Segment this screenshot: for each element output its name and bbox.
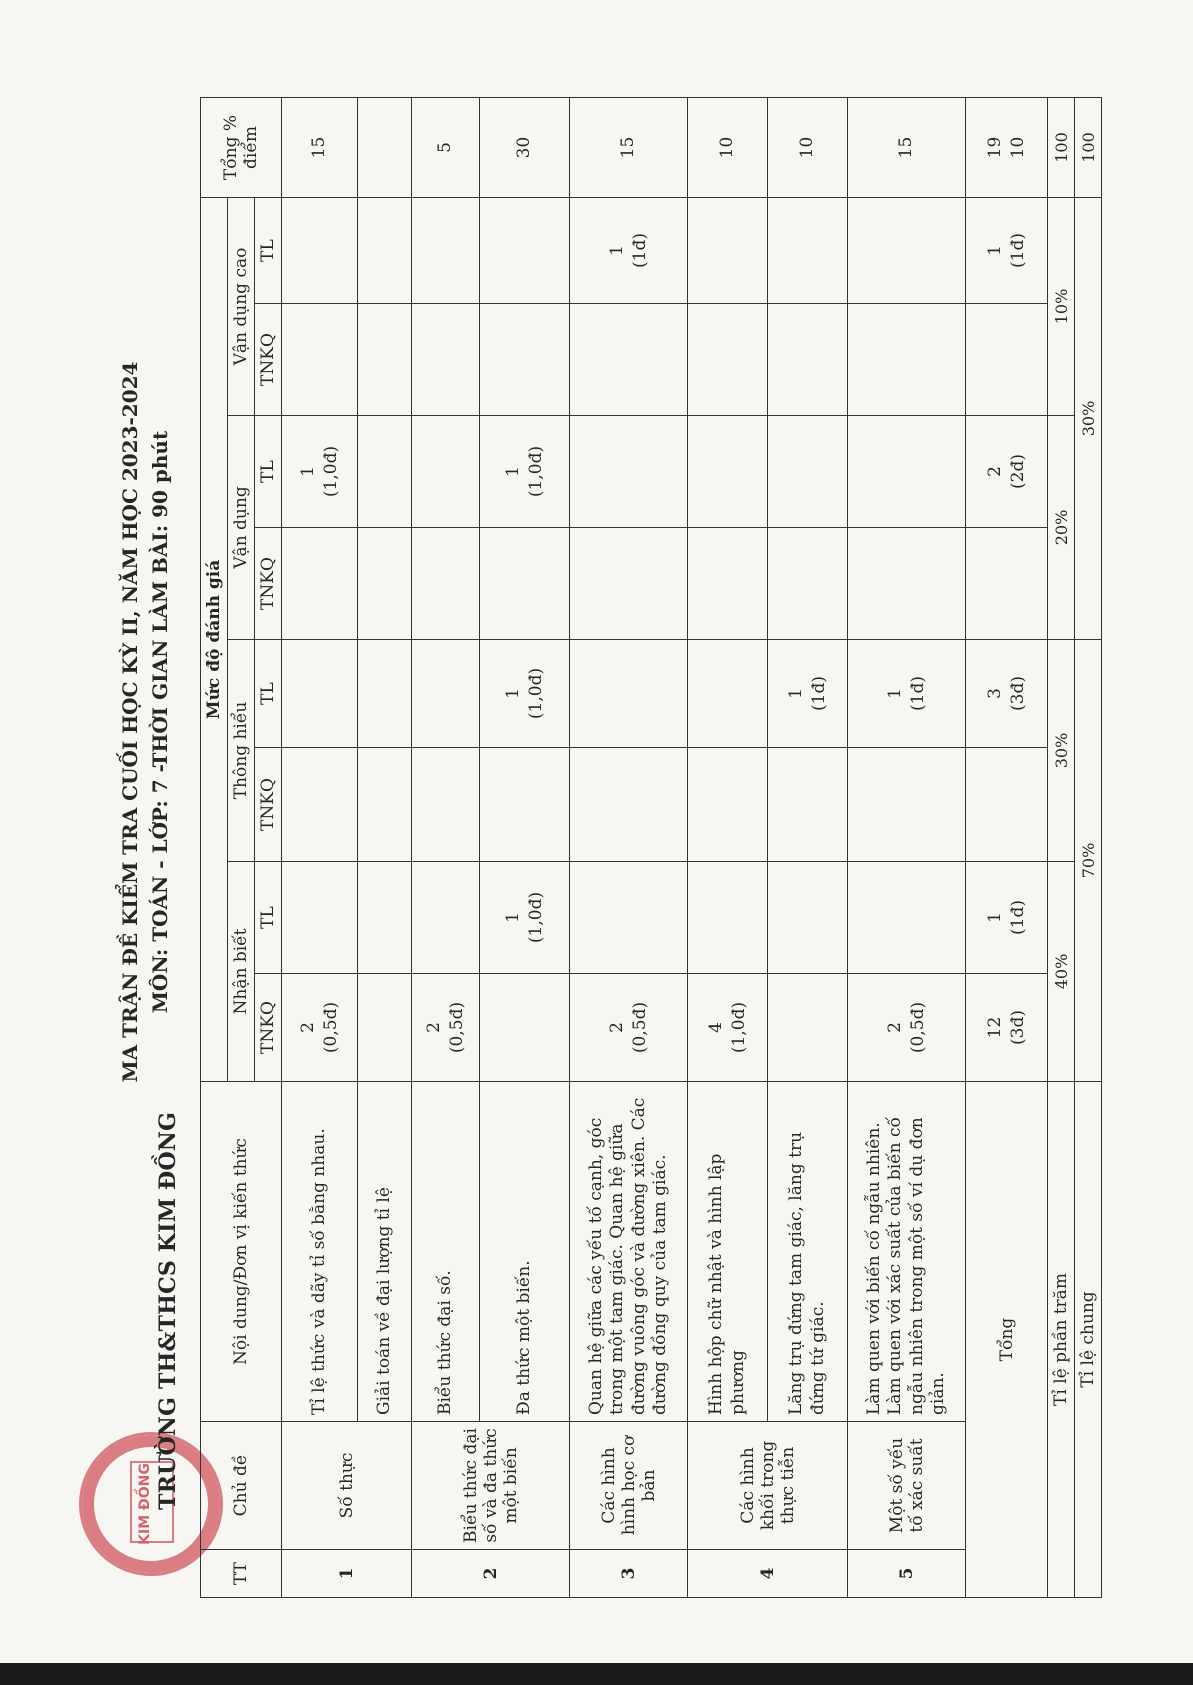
cell-unit: Quan hệ giữa các yếu tố cạnh, góc trong một tam giác. Quan hệ giữa đường vuông góc và đường xiên. Các đường đồng quy của tam giác.	[570, 1082, 688, 1422]
cell-tt: 3	[570, 1550, 688, 1598]
table-row	[358, 98, 412, 1598]
cell-vdc-tl	[480, 198, 570, 304]
cell-nb-tnkq	[768, 974, 848, 1082]
cell-total: 15	[570, 98, 688, 198]
percent-vd: 20%	[1048, 416, 1075, 640]
percent-row	[1048, 98, 1075, 1598]
table-row	[848, 98, 966, 1598]
general-row	[1075, 98, 1102, 1598]
cell-nb-tnkq: 2 (0,5đ)	[570, 974, 688, 1082]
cell-total: 10	[768, 98, 848, 198]
header-topic: Chủ đề	[201, 1422, 282, 1550]
cell-vdc-tl	[412, 198, 480, 304]
percent-vdc: 10%	[1048, 198, 1075, 416]
cell-vd-tl	[768, 416, 848, 528]
cell-unit: Giải toán về đại lượng tỉ lệ	[358, 1082, 412, 1422]
general-total: 100	[1075, 98, 1102, 198]
sum-vd-tnkq	[966, 528, 1048, 640]
stamp-text: KIM ĐỒNG	[137, 1463, 153, 1545]
cell-unit: Hình hộp chữ nhật và hình lập phương	[688, 1082, 768, 1422]
cell-nb-tnkq: 2 (0,5đ)	[412, 974, 480, 1082]
sum-nb-tnkq: 12 (3đ)	[966, 974, 1048, 1082]
cell-total: 15	[848, 98, 966, 198]
header-level: Mức độ đánh giá	[201, 198, 228, 1082]
cell-topic: Biểu thức đại số và đa thức một biến	[412, 1422, 570, 1550]
cell-vdc-tl	[768, 198, 848, 304]
cell-vdc-tnkq	[480, 304, 570, 416]
header-tl: TL	[255, 198, 282, 304]
cell-th-tl	[358, 640, 412, 748]
general-a: 70%	[1075, 640, 1102, 1082]
cell-vdc-tl: 1 (1đ)	[570, 198, 688, 304]
cell-th-tnkq	[282, 748, 358, 862]
rotated-content	[76, 52, 1116, 1632]
header-apply: Vận dụng	[228, 416, 255, 640]
cell-vd-tnkq	[412, 528, 480, 640]
cell-th-tl: 1 (1đ)	[848, 640, 966, 748]
cell-total: 5	[412, 98, 480, 198]
cell-topic: Các hình khối trong thực tiễn	[688, 1422, 848, 1550]
cell-vdc-tl	[358, 198, 412, 304]
cell-nb-tl	[570, 862, 688, 974]
cell-th-tnkq	[412, 748, 480, 862]
table-row	[688, 98, 768, 1598]
cell-th-tnkq	[358, 748, 412, 862]
cell-total: 30	[480, 98, 570, 198]
cell-tt: 5	[848, 1550, 966, 1598]
sum-vdc-tl: 1 (1đ)	[966, 198, 1048, 304]
percent-th: 30%	[1048, 640, 1075, 862]
cell-vdc-tl	[688, 198, 768, 304]
cell-nb-tl	[848, 862, 966, 974]
cell-nb-tl	[282, 862, 358, 974]
header-tnkq: TNKQ	[255, 974, 282, 1082]
general-b: 30%	[1075, 198, 1102, 640]
cell-topic: Một số yếu tố xác suất	[848, 1422, 966, 1550]
cell-total: 10	[688, 98, 768, 198]
cell-vd-tnkq	[358, 528, 412, 640]
table-row	[570, 98, 688, 1598]
header-apply-high: Vận dụng cao	[228, 198, 255, 416]
scan-bottom-edge	[0, 1663, 1193, 1685]
cell-th-tl	[688, 640, 768, 748]
sum-label: Tổng	[966, 1082, 1048, 1598]
cell-nb-tnkq: 4 (1,0đ)	[688, 974, 768, 1082]
header-row-1	[201, 98, 228, 1598]
header-tnkq: TNKQ	[255, 304, 282, 416]
cell-th-tl	[570, 640, 688, 748]
percent-label: Tỉ lệ phần trăm	[1048, 1082, 1075, 1598]
cell-total: 15	[282, 98, 358, 198]
cell-nb-tl	[412, 862, 480, 974]
cell-vdc-tnkq	[412, 304, 480, 416]
header-recognize: Nhận biết	[228, 862, 255, 1082]
cell-total	[358, 98, 412, 198]
cell-vd-tnkq	[848, 528, 966, 640]
sum-vdc-tnkq	[966, 304, 1048, 416]
cell-vd-tl: 1 (1,0đ)	[282, 416, 358, 528]
cell-vdc-tnkq	[768, 304, 848, 416]
cell-tt: 2	[412, 1550, 570, 1598]
document-title: MA TRẬN ĐỀ KIỂM TRA CUỐI HỌC KỲ II, NĂM HỌC 2023-2024	[118, 361, 142, 1083]
cell-vdc-tnkq	[688, 304, 768, 416]
cell-vd-tnkq	[480, 528, 570, 640]
cell-vd-tl	[570, 416, 688, 528]
cell-th-tnkq	[570, 748, 688, 862]
cell-vd-tnkq	[282, 528, 358, 640]
sum-total-a: 19	[984, 136, 1005, 159]
cell-th-tl	[282, 640, 358, 748]
cell-vdc-tl	[848, 198, 966, 304]
header-total: Tổng % điểm	[201, 98, 282, 198]
sum-th-tl: 3 (3đ)	[966, 640, 1048, 748]
cell-unit: Lăng trụ đứng tam giác, lăng trụ đứng tứ giác.	[768, 1082, 848, 1422]
percent-nb: 40%	[1048, 862, 1075, 1082]
header-tl: TL	[255, 640, 282, 748]
cell-vd-tl	[412, 416, 480, 528]
table-row	[412, 98, 480, 1598]
cell-th-tnkq	[768, 748, 848, 862]
cell-topic: Các hình hình học cơ bản	[570, 1422, 688, 1550]
header-tnkq: TNKQ	[255, 528, 282, 640]
cell-unit: Đa thức một biến.	[480, 1082, 570, 1422]
cell-th-tl: 1 (1đ)	[768, 640, 848, 748]
cell-vdc-tnkq	[848, 304, 966, 416]
table-row	[768, 98, 848, 1598]
cell-nb-tl: 1 (1,0đ)	[480, 862, 570, 974]
header-tt: TT	[201, 1550, 282, 1598]
header-understand: Thông hiểu	[228, 640, 255, 862]
document-subtitle: MÔN: TOÁN - LỚP: 7 -THỜI GIAN LÀM BÀI: 90 phút	[148, 430, 172, 1014]
header-tl: TL	[255, 416, 282, 528]
cell-vd-tnkq	[768, 528, 848, 640]
percent-total: 100	[1048, 98, 1075, 198]
cell-nb-tnkq: 2 (0,5đ)	[282, 974, 358, 1082]
cell-nb-tnkq	[480, 974, 570, 1082]
cell-nb-tl	[768, 862, 848, 974]
sum-row	[966, 98, 1048, 1598]
cell-vdc-tnkq	[570, 304, 688, 416]
cell-unit: Biểu thức đại số.	[412, 1082, 480, 1422]
table-row	[480, 98, 570, 1598]
header-unit: Nội dung/Đơn vị kiến thức	[201, 1082, 282, 1422]
cell-topic: Số thực	[282, 1422, 412, 1550]
cell-nb-tnkq: 2 (0,5đ)	[848, 974, 966, 1082]
cell-vd-tl	[848, 416, 966, 528]
cell-vd-tnkq	[688, 528, 768, 640]
cell-nb-tl	[358, 862, 412, 974]
sum-vd-tl: 2 (2đ)	[966, 416, 1048, 528]
cell-vdc-tl	[282, 198, 358, 304]
school-name: TRƯỜNG TH&THCS KIM ĐỒNG	[155, 1111, 181, 1510]
cell-th-tl: 1 (1,0đ)	[480, 640, 570, 748]
cell-vdc-tnkq	[282, 304, 358, 416]
sum-total	[966, 98, 1048, 198]
assessment-matrix-table	[200, 97, 1102, 1598]
header-tl: TL	[255, 862, 282, 974]
cell-unit: Tỉ lệ thức và dãy tỉ số bằng nhau.	[282, 1082, 358, 1422]
sum-th-tnkq	[966, 748, 1048, 862]
cell-vdc-tnkq	[358, 304, 412, 416]
general-label: Tỉ lệ chung	[1075, 1082, 1102, 1598]
sum-nb-tl: 1 (1đ)	[966, 862, 1048, 974]
cell-nb-tnkq	[358, 974, 412, 1082]
cell-unit: Làm quen với biến cố ngẫu nhiên. Làm quen với xác suất của biến cố ngẫu nhiên trong một số ví dụ đơn giản.	[848, 1082, 966, 1422]
cell-vd-tl: 1 (1,0đ)	[480, 416, 570, 528]
header-tnkq: TNKQ	[255, 748, 282, 862]
cell-vd-tl	[358, 416, 412, 528]
cell-th-tnkq	[688, 748, 768, 862]
cell-tt: 1	[282, 1550, 412, 1598]
cell-nb-tl	[688, 862, 768, 974]
cell-vd-tl	[688, 416, 768, 528]
table-row	[282, 98, 358, 1598]
cell-th-tnkq	[480, 748, 570, 862]
cell-th-tnkq	[848, 748, 966, 862]
cell-th-tl	[412, 640, 480, 748]
cell-vd-tnkq	[570, 528, 688, 640]
sum-total-b: 10	[1007, 136, 1028, 159]
cell-tt: 4	[688, 1550, 848, 1598]
